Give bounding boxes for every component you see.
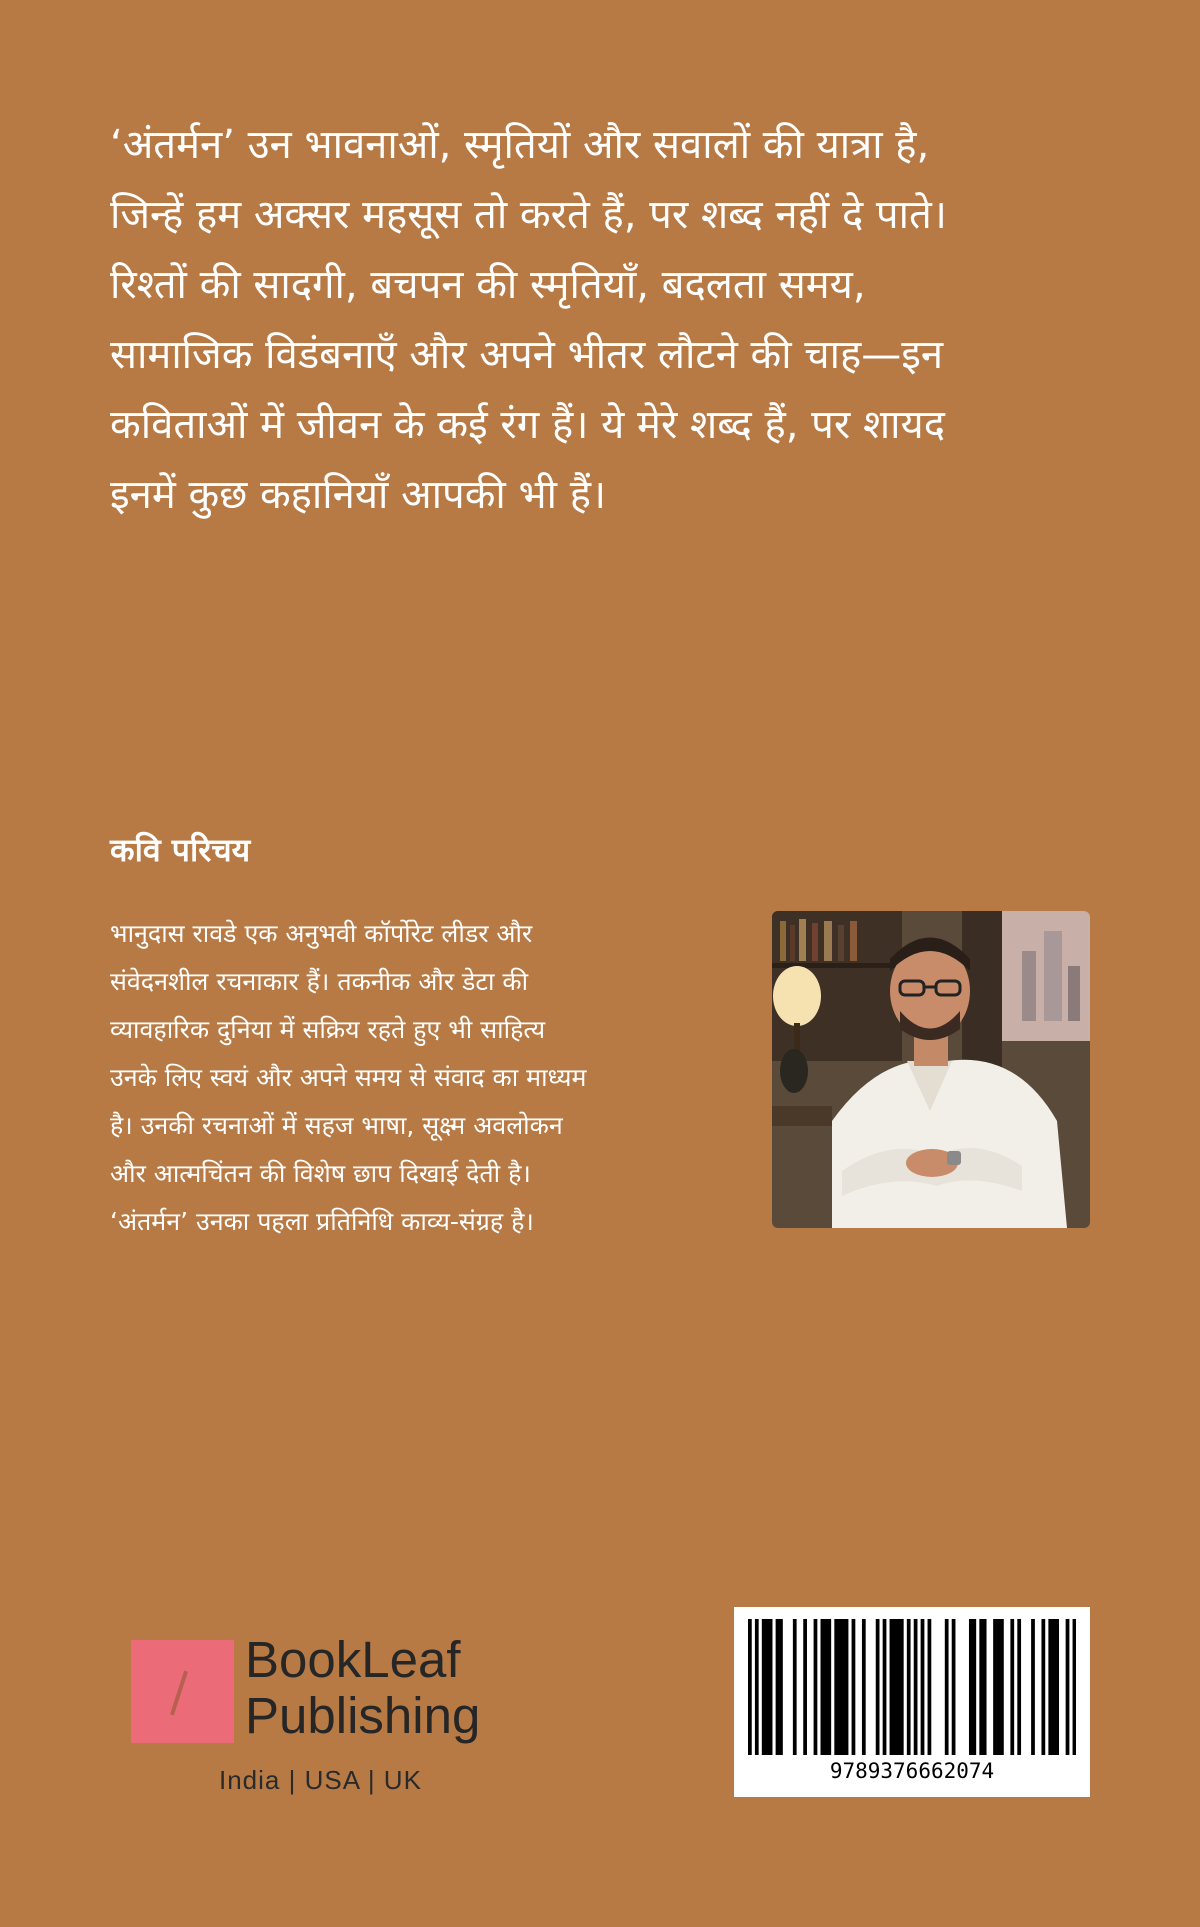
barcode-bar bbox=[776, 1619, 780, 1755]
barcode-bar bbox=[928, 1619, 932, 1755]
blurb-line: ‘अंतर्मन’ उन भावनाओं, स्मृतियों और सवालों की यात्रा है, bbox=[110, 122, 930, 168]
barcode-bar bbox=[803, 1619, 807, 1755]
barcode-bar bbox=[952, 1619, 956, 1755]
barcode-bar bbox=[834, 1619, 838, 1755]
blurb-line: कविताओं में जीवन के कई रंग हैं। ये मेरे शब्द हैं, पर शायद bbox=[110, 402, 945, 448]
barcode-bar bbox=[1055, 1619, 1059, 1755]
barcode-bar bbox=[883, 1619, 887, 1755]
barcode-bar bbox=[838, 1619, 842, 1755]
barcode-bar bbox=[900, 1619, 904, 1755]
barcode-bar bbox=[997, 1619, 1001, 1755]
barcode-bar bbox=[972, 1619, 976, 1755]
barcode-bar bbox=[1000, 1619, 1004, 1755]
isbn-barcode bbox=[734, 1607, 1090, 1797]
barcode-bar bbox=[921, 1619, 925, 1755]
barcode-bar bbox=[793, 1619, 797, 1755]
barcode-bar bbox=[762, 1619, 766, 1755]
blurb-line: रिश्तों की सादगी, बचपन की स्मृतियाँ, बदलता समय, bbox=[110, 262, 866, 308]
barcode-bar bbox=[1010, 1619, 1014, 1755]
barcode-bars bbox=[748, 1619, 1076, 1755]
barcode-bar bbox=[979, 1619, 983, 1755]
barcode-bar bbox=[890, 1619, 894, 1755]
publisher-name-line1: BookLeaf bbox=[245, 1631, 461, 1688]
barcode-bar bbox=[824, 1619, 828, 1755]
barcode-bar bbox=[814, 1619, 818, 1755]
barcode-bar bbox=[1041, 1619, 1045, 1755]
barcode-bar bbox=[1066, 1619, 1070, 1755]
barcode-bar bbox=[896, 1619, 900, 1755]
barcode-bar bbox=[993, 1619, 997, 1755]
barcode-bar bbox=[907, 1619, 911, 1755]
bio-line: उनके लिए स्वयं और अपने समय से संवाद का माध्यम bbox=[110, 1063, 587, 1092]
publisher-name bbox=[245, 1632, 480, 1744]
blurb-line: सामाजिक विडंबनाएँ और अपने भीतर लौटने की चाह—इन bbox=[110, 332, 944, 378]
barcode-bar bbox=[755, 1619, 759, 1755]
book-blurb bbox=[110, 110, 1090, 530]
blurb-line: इनमें कुछ कहानियाँ आपकी भी हैं। bbox=[110, 472, 607, 518]
author-bio-heading: कवि परिचय bbox=[110, 831, 251, 869]
barcode-bar bbox=[876, 1619, 880, 1755]
barcode-bar bbox=[765, 1619, 769, 1755]
barcode-bar bbox=[862, 1619, 866, 1755]
barcode-bar bbox=[1052, 1619, 1056, 1755]
barcode-bar bbox=[852, 1619, 856, 1755]
author-photo bbox=[772, 911, 1090, 1228]
author-bio bbox=[110, 910, 735, 1246]
blurb-line: जिन्हें हम अक्सर महसूस तो करते हैं, पर शब्द नहीं दे पाते। bbox=[110, 192, 947, 238]
publisher-regions: India | USA | UK bbox=[219, 1765, 422, 1795]
slash-logo-icon bbox=[170, 1671, 188, 1716]
bio-line: व्यावहारिक दुनिया में सक्रिय रहते हुए भी साहित्य bbox=[110, 1015, 546, 1044]
barcode-bar bbox=[893, 1619, 897, 1755]
isbn-number: 9789376662074 bbox=[829, 1759, 995, 1783]
barcode-bar bbox=[969, 1619, 973, 1755]
barcode-bar bbox=[779, 1619, 783, 1755]
barcode-bar bbox=[1017, 1619, 1021, 1755]
publisher-name-line2: Publishing bbox=[245, 1687, 481, 1744]
barcode-bar bbox=[748, 1619, 752, 1755]
barcode-bar bbox=[983, 1619, 987, 1755]
bio-line: है। उनकी रचनाओं में सहज भाषा, सूक्ष्म अवलोकन bbox=[110, 1111, 563, 1140]
publisher-logo-icon bbox=[131, 1640, 234, 1743]
bio-line: ‘अंतर्मन’ उनका पहला प्रतिनिधि काव्य-संग्रह है। bbox=[110, 1207, 534, 1236]
barcode-bar bbox=[841, 1619, 845, 1755]
barcode-bar bbox=[769, 1619, 773, 1755]
bio-line: और आत्मचिंतन की विशेष छाप दिखाई देती है। bbox=[110, 1159, 531, 1188]
barcode-bar bbox=[1073, 1619, 1076, 1755]
bio-line: भानुदास रावडे एक अनुभवी कॉर्पोरेट लीडर और bbox=[110, 919, 533, 948]
barcode-bar bbox=[1048, 1619, 1052, 1755]
barcode-bar bbox=[1031, 1619, 1035, 1755]
bio-line: संवेदनशील रचनाकार हैं। तकनीक और डेटा की bbox=[110, 967, 529, 996]
barcode-bar bbox=[945, 1619, 949, 1755]
barcode-bar bbox=[845, 1619, 849, 1755]
barcode-bar bbox=[914, 1619, 918, 1755]
barcode-bar bbox=[821, 1619, 825, 1755]
barcode-bar bbox=[827, 1619, 831, 1755]
